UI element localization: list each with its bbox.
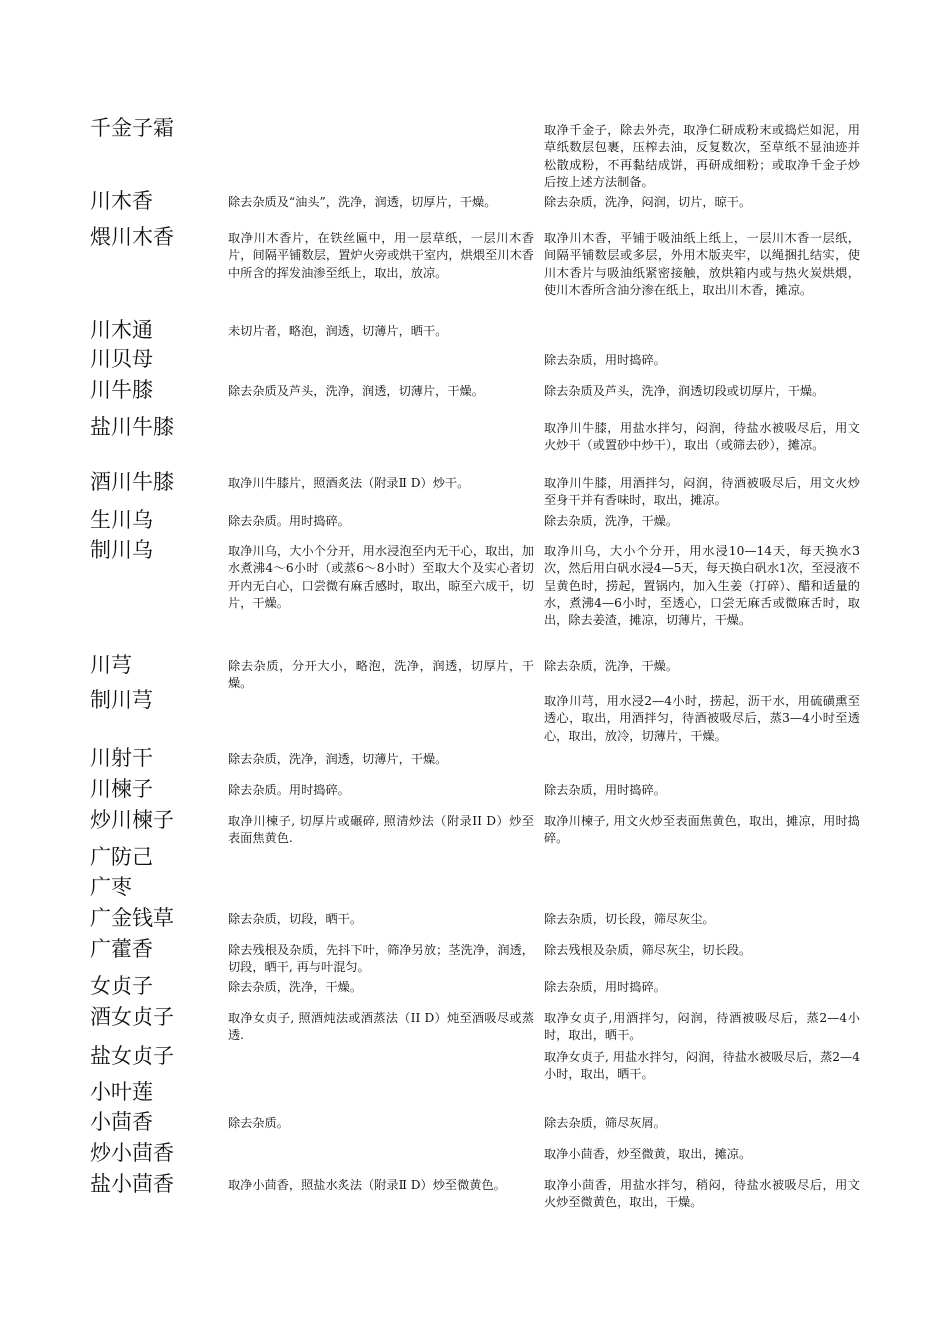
method-text-1: 除去杂质。用时捣碎。 (228, 514, 350, 528)
herb-name: 川射干 (90, 746, 153, 770)
method-text-2: 除去残根及杂质，筛尽灰尘，切长段。 (544, 943, 752, 957)
herb-name: 盐女贞子 (90, 1044, 174, 1068)
herb-name: 生川乌 (90, 508, 153, 532)
method-text-1: 除去杂质及芦头，洗净，润透，切薄片，干燥。 (228, 384, 484, 398)
method-text-2: 除去杂质及芦头，洗净，润透切段或切厚片，干燥。 (544, 384, 825, 398)
method-text-1: 未切片者，略泡，润透，切薄片，晒干。 (228, 324, 448, 338)
method-text-2: 取净川牛膝，用盐水拌匀，闷润，待盐水被吸尽后，用文火炒干（或置砂中炒干），取出（或筛去砂），摊凉。 (544, 421, 860, 453)
method-text-1: 取净川楝子, 切厚片或碾碎, 照清炒法（附录II D）炒至表面焦黄色. (228, 814, 534, 846)
method-text-2: 除去杂质，洗净，干燥。 (544, 659, 679, 673)
method-text-2: 除去杂质，用时捣碎。 (544, 353, 666, 367)
herb-name: 小叶莲 (90, 1080, 153, 1104)
method-text-1: 除去杂质，洗净，干燥。 (228, 980, 363, 994)
herb-name: 小茴香 (90, 1110, 153, 1134)
method-text-2: 除去杂质，筛尽灰屑。 (544, 1116, 666, 1130)
method-text-1: 除去杂质，洗净，润透，切薄片，干燥。 (228, 752, 448, 766)
herb-name: 川木通 (90, 318, 153, 342)
herb-name: 女贞子 (90, 974, 153, 998)
herb-name: 川贝母 (90, 347, 153, 371)
method-text-2: 取净川牛膝，用酒拌匀，闷润，待酒被吸尽后，用文火炒至身干并有香味时，取出，摊凉。 (544, 476, 860, 508)
herb-name: 酒女贞子 (90, 1005, 174, 1029)
herb-name: 广枣 (90, 875, 132, 899)
method-text-1: 除去残根及杂质，先抖下叶，筛净另放；茎洗净，润透，切段，晒干, 再与叶混匀。 (228, 943, 534, 975)
herb-name: 盐小茴香 (90, 1172, 174, 1196)
method-text-1: 除去杂质。 (228, 1116, 289, 1130)
herb-name: 炒小茴香 (90, 1141, 174, 1165)
method-text-2: 除去杂质，用时捣碎。 (544, 980, 666, 994)
method-text-2: 取净女贞子,用酒拌匀，闷润，待酒被吸尽后，蒸2—4小时，取出，晒干。 (544, 1011, 860, 1043)
herb-name: 广藿香 (90, 937, 153, 961)
herb-name: 千金子霜 (90, 116, 174, 140)
herb-name: 川楝子 (90, 777, 153, 801)
method-text-2: 取净川木香，平铺于吸油纸上纸上，一层川木香一层纸，间隔平铺数层或多层，外用木版夹牢，以绳捆扎结实，使川木香片与吸油纸紧密接触，放烘箱内或与热火炭烘煨，使川木香所含油分渗在纸上，取出川木香，摊凉。 (544, 231, 860, 297)
method-text-1: 取净川木香片，在铁丝匾中，用一层草纸，一层川木香片，间隔平铺数层，置炉火旁或烘干室内，烘煨至川木香中所含的挥发油渗至纸上，取出，放凉。 (228, 231, 534, 280)
herb-name: 煨川木香 (90, 225, 174, 249)
herb-name: 制川乌 (90, 538, 153, 562)
method-text-2: 取净小茴香，炒至微黄，取出，摊凉。 (544, 1147, 752, 1161)
herb-name: 广防己 (90, 845, 153, 869)
herb-name: 酒川牛膝 (90, 470, 174, 494)
method-text-1: 除去杂质，切段，晒干。 (228, 912, 363, 926)
herb-name: 制川芎 (90, 688, 153, 712)
method-text-2: 取净川芎，用水浸2—4小时，捞起，沥干水，用硫磺熏至透心，取出，用酒拌匀，待酒被吸尽后，蒸3—4小时至透心，取出，放冷，切薄片，干燥。 (544, 694, 860, 743)
herb-name: 川牛膝 (90, 378, 153, 402)
method-text-1: 取净川乌，大小个分开，用水浸泡至内无干心，取出，加水煮沸4～6小时（或蒸6～8小时）至取大个及实心者切开内无白心，口尝微有麻舌感时，取出，晾至六成干，切片，干燥。 (228, 544, 534, 610)
method-text-1: 除去杂质。用时捣碎。 (228, 783, 350, 797)
herb-name: 盐川牛膝 (90, 415, 174, 439)
method-text-1: 取净川牛膝片，照酒炙法（附录Ⅱ D）炒干。 (228, 476, 470, 490)
herb-name: 川芎 (90, 653, 132, 677)
method-text-2: 除去杂质，洗净，干燥。 (544, 514, 679, 528)
method-text-2: 取净川楝子, 用文火炒至表面焦黄色，取出，摊凉，用时捣碎。 (544, 814, 860, 846)
method-text-1: 除去杂质，分开大小，略泡，洗净，润透，切厚片，干燥。 (228, 659, 534, 691)
method-text-1: 取净小茴香，照盐水炙法（附录Ⅱ D）炒至微黄色。 (228, 1178, 506, 1192)
herb-name: 川木香 (90, 189, 153, 213)
method-text-2: 取净千金子，除去外壳，取净仁研成粉末或捣烂如泥，用草纸数层包裹，压榨去油，反复数次，至草纸不显油迹并松散成粉，不再黏结成饼，再研成细粉；或取净千金子炒后按上述方法制备。 (544, 123, 860, 189)
method-text-2: 除去杂质，用时捣碎。 (544, 783, 666, 797)
method-text-1: 取净女贞子, 照酒炖法或酒蒸法（II D）炖至酒吸尽或蒸透. (228, 1011, 534, 1043)
herb-name: 炒川楝子 (90, 808, 174, 832)
method-text-1: 除去杂质及“油头”，洗净，润透，切厚片，干燥。 (228, 195, 497, 209)
method-text-2: 取净小茴香，用盐水拌匀，稍闷，待盐水被吸尽后，用文火炒至微黄色，取出，干燥。 (544, 1178, 860, 1210)
method-text-2: 取净女贞子, 用盐水拌匀，闷润，待盐水被吸尽后，蒸2—4小时，取出，晒干。 (544, 1050, 860, 1082)
method-text-2: 取净川乌，大小个分开，用水浸10—14天，每天换水3次，然后用白矾水浸4—5天，每天换白矾水1次，至浸液不呈黄色时，捞起，置锅内，加入生姜（打碎）、醋和适量的水，煮沸4—6小时，至透心，口尝无麻舌或微麻舌时，取出，除去姜渣，摊凉，切薄片，干燥。 (544, 544, 860, 628)
method-text-2: 除去杂质，洗净，闷润，切片，晾干。 (544, 195, 752, 209)
method-text-2: 除去杂质，切长段，筛尽灰尘。 (544, 912, 715, 926)
herb-name: 广金钱草 (90, 906, 174, 930)
